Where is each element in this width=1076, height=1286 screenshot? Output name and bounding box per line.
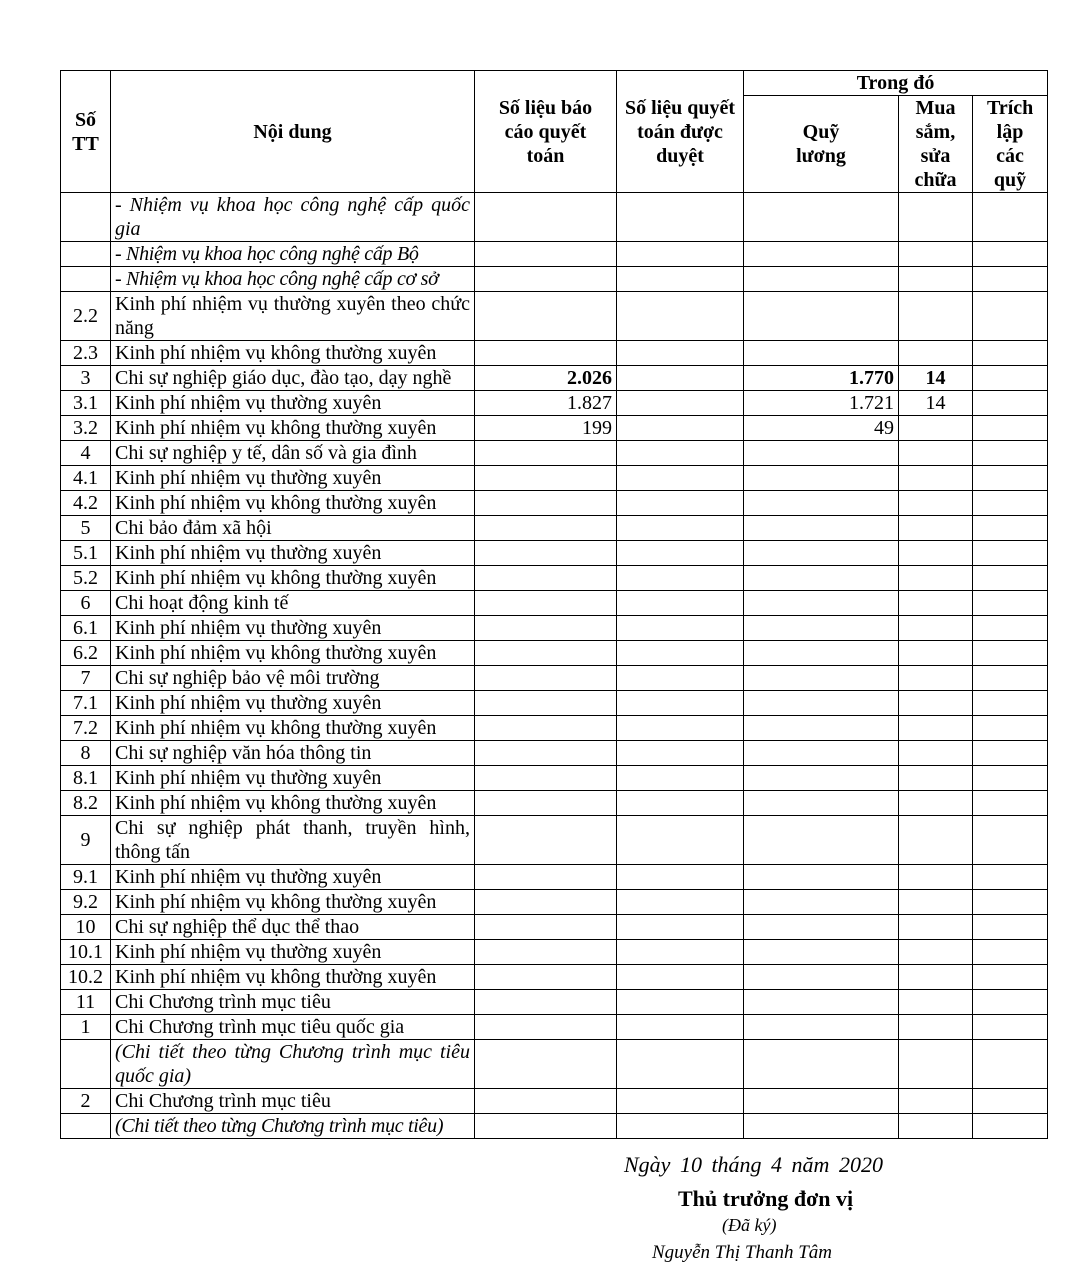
row-stt: 10.1	[61, 940, 111, 965]
row-stt: 9	[61, 816, 111, 865]
row-purchase	[899, 267, 973, 292]
table-row	[61, 267, 1048, 292]
table-row	[61, 1089, 1048, 1114]
row-purchase	[899, 766, 973, 791]
row-stt	[61, 242, 111, 267]
row-approved	[617, 466, 744, 491]
row-purchase	[899, 491, 973, 516]
row-purchase	[899, 691, 973, 716]
row-purchase	[899, 1015, 973, 1040]
row-reported	[475, 1015, 617, 1040]
row-approved	[617, 193, 744, 242]
header-funds: Trích lập các quỹ	[973, 96, 1048, 193]
row-approved	[617, 366, 744, 391]
table-row	[61, 466, 1048, 491]
table-row	[61, 766, 1048, 791]
table-row	[61, 940, 1048, 965]
table-row	[61, 965, 1048, 990]
row-purchase	[899, 816, 973, 865]
row-content: Chi Chương trình mục tiêu	[111, 1089, 475, 1114]
row-reported	[475, 516, 617, 541]
row-approved	[617, 741, 744, 766]
row-purchase	[899, 791, 973, 816]
row-reported	[475, 341, 617, 366]
row-reported	[475, 566, 617, 591]
row-purchase	[899, 441, 973, 466]
row-stt: 5.2	[61, 566, 111, 591]
row-funds	[973, 641, 1048, 666]
table-body	[61, 193, 1048, 1139]
row-purchase	[899, 242, 973, 267]
row-funds	[973, 366, 1048, 391]
row-salary	[744, 441, 899, 466]
row-stt	[61, 1114, 111, 1139]
row-stt: 8	[61, 741, 111, 766]
row-funds	[973, 741, 1048, 766]
row-approved	[617, 1114, 744, 1139]
row-funds	[973, 940, 1048, 965]
report-table	[60, 70, 1048, 1139]
row-content: Kinh phí nhiệm vụ không thường xuyên	[111, 341, 475, 366]
row-stt: 6	[61, 591, 111, 616]
table-row	[61, 292, 1048, 341]
row-funds	[973, 990, 1048, 1015]
row-stt: 10.2	[61, 965, 111, 990]
row-stt: 3.1	[61, 391, 111, 416]
row-salary	[744, 1114, 899, 1139]
row-funds	[973, 666, 1048, 691]
row-salary	[744, 716, 899, 741]
row-funds	[973, 491, 1048, 516]
row-approved	[617, 716, 744, 741]
row-reported	[475, 741, 617, 766]
table-row	[61, 741, 1048, 766]
table-row	[61, 193, 1048, 242]
row-salary	[744, 541, 899, 566]
row-approved	[617, 915, 744, 940]
table-row	[61, 566, 1048, 591]
row-content: Kinh phí nhiệm vụ thường xuyên theo chức năng	[111, 292, 475, 341]
row-reported	[475, 641, 617, 666]
row-reported	[475, 1089, 617, 1114]
row-funds	[973, 1015, 1048, 1040]
row-purchase	[899, 591, 973, 616]
table-row	[61, 691, 1048, 716]
row-content: Kinh phí nhiệm vụ không thường xuyên	[111, 965, 475, 990]
row-funds	[973, 416, 1048, 441]
row-stt: 9.1	[61, 865, 111, 890]
row-reported	[475, 766, 617, 791]
table-row	[61, 516, 1048, 541]
header-purchase: Mua sắm, sửa chữa	[899, 96, 973, 193]
row-salary	[744, 641, 899, 666]
row-reported	[475, 965, 617, 990]
row-stt: 8.2	[61, 791, 111, 816]
row-content: Kinh phí nhiệm vụ thường xuyên	[111, 466, 475, 491]
row-content: - Nhiệm vụ khoa học công nghệ cấp Bộ	[111, 242, 475, 267]
row-content: Chi Chương trình mục tiêu quốc gia	[111, 1015, 475, 1040]
row-reported	[475, 716, 617, 741]
row-approved	[617, 491, 744, 516]
row-approved	[617, 292, 744, 341]
row-purchase	[899, 716, 973, 741]
row-approved	[617, 541, 744, 566]
row-stt: 4.2	[61, 491, 111, 516]
row-salary	[744, 990, 899, 1015]
row-stt: 5.1	[61, 541, 111, 566]
row-salary	[744, 341, 899, 366]
row-funds	[973, 791, 1048, 816]
row-content: - Nhiệm vụ khoa học công nghệ cấp cơ sở	[111, 267, 475, 292]
row-stt: 2.2	[61, 292, 111, 341]
row-stt	[61, 193, 111, 242]
row-content: Chi sự nghiệp phát thanh, truyền hình, thông tấn	[111, 816, 475, 865]
row-funds	[973, 242, 1048, 267]
row-stt: 2	[61, 1089, 111, 1114]
row-content: Chi sự nghiệp giáo dục, đào tạo, dạy nghề	[111, 366, 475, 391]
row-purchase	[899, 666, 973, 691]
row-salary	[744, 741, 899, 766]
table-row	[61, 391, 1048, 416]
row-approved	[617, 566, 744, 591]
table-row	[61, 541, 1048, 566]
table-row	[61, 491, 1048, 516]
row-approved	[617, 242, 744, 267]
row-reported	[475, 1114, 617, 1139]
row-reported	[475, 242, 617, 267]
row-salary: 1.770	[744, 366, 899, 391]
header-content: Nội dung	[111, 71, 475, 193]
row-content: Chi bảo đảm xã hội	[111, 516, 475, 541]
table-row	[61, 716, 1048, 741]
row-stt	[61, 267, 111, 292]
row-salary	[744, 965, 899, 990]
row-funds	[973, 1040, 1048, 1089]
table-row	[61, 441, 1048, 466]
row-content: Kinh phí nhiệm vụ thường xuyên	[111, 391, 475, 416]
row-content: Chi sự nghiệp bảo vệ môi trường	[111, 666, 475, 691]
row-salary	[744, 691, 899, 716]
row-reported	[475, 441, 617, 466]
row-salary	[744, 915, 899, 940]
row-stt: 3	[61, 366, 111, 391]
row-purchase: 14	[899, 366, 973, 391]
row-purchase	[899, 416, 973, 441]
table-row	[61, 1114, 1048, 1139]
row-purchase	[899, 541, 973, 566]
row-funds	[973, 915, 1048, 940]
row-purchase	[899, 1114, 973, 1139]
row-stt: 7	[61, 666, 111, 691]
row-stt: 4.1	[61, 466, 111, 491]
row-purchase	[899, 516, 973, 541]
row-funds	[973, 716, 1048, 741]
row-content: Kinh phí nhiệm vụ thường xuyên	[111, 541, 475, 566]
row-funds	[973, 616, 1048, 641]
row-salary	[744, 1040, 899, 1089]
row-approved	[617, 791, 744, 816]
row-reported	[475, 940, 617, 965]
row-reported	[475, 193, 617, 242]
row-salary	[744, 791, 899, 816]
row-funds	[973, 466, 1048, 491]
header-group: Trong đó	[744, 71, 1048, 96]
header-salary: Quỹ lương	[744, 96, 899, 193]
row-reported	[475, 791, 617, 816]
row-content: Kinh phí nhiệm vụ thường xuyên	[111, 766, 475, 791]
row-funds	[973, 193, 1048, 242]
row-stt: 11	[61, 990, 111, 1015]
row-funds	[973, 541, 1048, 566]
row-content: (Chi tiết theo từng Chương trình mục tiêu)	[111, 1114, 475, 1139]
table-row	[61, 416, 1048, 441]
row-approved	[617, 965, 744, 990]
row-purchase	[899, 1089, 973, 1114]
row-funds	[973, 865, 1048, 890]
row-funds	[973, 292, 1048, 341]
row-content: (Chi tiết theo từng Chương trình mục tiêu quốc gia)	[111, 1040, 475, 1089]
row-stt: 7.1	[61, 691, 111, 716]
row-salary: 1.721	[744, 391, 899, 416]
row-content: Kinh phí nhiệm vụ thường xuyên	[111, 940, 475, 965]
row-stt: 6.2	[61, 641, 111, 666]
row-salary	[744, 466, 899, 491]
row-reported	[475, 292, 617, 341]
row-salary	[744, 516, 899, 541]
row-reported	[475, 915, 617, 940]
table-row	[61, 616, 1048, 641]
row-content: Kinh phí nhiệm vụ thường xuyên	[111, 691, 475, 716]
row-salary	[744, 666, 899, 691]
row-stt: 9.2	[61, 890, 111, 915]
row-reported	[475, 466, 617, 491]
row-content: Chi sự nghiệp thể dục thể thao	[111, 915, 475, 940]
row-approved	[617, 267, 744, 292]
row-approved	[617, 341, 744, 366]
row-salary	[744, 591, 899, 616]
row-stt	[61, 1040, 111, 1089]
signature-signed-note: (Đã ký)	[722, 1215, 777, 1235]
table-row	[61, 990, 1048, 1015]
row-funds	[973, 965, 1048, 990]
row-approved	[617, 666, 744, 691]
row-purchase	[899, 940, 973, 965]
row-reported: 1.827	[475, 391, 617, 416]
row-purchase	[899, 990, 973, 1015]
row-approved	[617, 816, 744, 865]
row-reported: 2.026	[475, 366, 617, 391]
signature-date: Ngày 10 tháng 4 năm 2020	[624, 1152, 883, 1177]
row-approved	[617, 1015, 744, 1040]
row-funds	[973, 441, 1048, 466]
row-stt: 6.1	[61, 616, 111, 641]
row-salary	[744, 766, 899, 791]
row-purchase	[899, 466, 973, 491]
row-reported	[475, 267, 617, 292]
row-stt: 4	[61, 441, 111, 466]
row-purchase	[899, 1040, 973, 1089]
table-header	[61, 71, 1048, 193]
row-salary	[744, 890, 899, 915]
row-salary	[744, 491, 899, 516]
row-purchase	[899, 341, 973, 366]
row-purchase	[899, 292, 973, 341]
row-approved	[617, 865, 744, 890]
table-row	[61, 890, 1048, 915]
table-row	[61, 865, 1048, 890]
row-purchase	[899, 566, 973, 591]
row-content: Kinh phí nhiệm vụ không thường xuyên	[111, 890, 475, 915]
row-content: Kinh phí nhiệm vụ thường xuyên	[111, 865, 475, 890]
table-row	[61, 791, 1048, 816]
row-approved	[617, 940, 744, 965]
row-approved	[617, 441, 744, 466]
row-funds	[973, 1114, 1048, 1139]
row-funds	[973, 391, 1048, 416]
row-reported	[475, 691, 617, 716]
row-salary	[744, 940, 899, 965]
row-salary	[744, 816, 899, 865]
row-funds	[973, 516, 1048, 541]
row-salary	[744, 242, 899, 267]
table-row	[61, 666, 1048, 691]
table-row	[61, 366, 1048, 391]
row-content: Kinh phí nhiệm vụ không thường xuyên	[111, 566, 475, 591]
table-row	[61, 816, 1048, 865]
table-row	[61, 1015, 1048, 1040]
row-salary	[744, 1015, 899, 1040]
row-funds	[973, 341, 1048, 366]
row-reported: 199	[475, 416, 617, 441]
row-content: Kinh phí nhiệm vụ không thường xuyên	[111, 791, 475, 816]
row-stt: 7.2	[61, 716, 111, 741]
row-content: Chi sự nghiệp văn hóa thông tin	[111, 741, 475, 766]
row-purchase: 14	[899, 391, 973, 416]
row-content: Kinh phí nhiệm vụ không thường xuyên	[111, 416, 475, 441]
row-approved	[617, 890, 744, 915]
row-salary	[744, 865, 899, 890]
signature-name: Nguyễn Thị Thanh Tâm	[652, 1242, 832, 1263]
row-stt: 1	[61, 1015, 111, 1040]
row-funds	[973, 691, 1048, 716]
row-reported	[475, 816, 617, 865]
row-content: Kinh phí nhiệm vụ không thường xuyên	[111, 491, 475, 516]
row-approved	[617, 391, 744, 416]
row-content: Kinh phí nhiệm vụ thường xuyên	[111, 616, 475, 641]
row-reported	[475, 1040, 617, 1089]
signature-title: Thủ trưởng đơn vị	[678, 1186, 854, 1211]
row-approved	[617, 766, 744, 791]
row-purchase	[899, 965, 973, 990]
row-purchase	[899, 865, 973, 890]
row-approved	[617, 641, 744, 666]
row-purchase	[899, 641, 973, 666]
row-funds	[973, 1089, 1048, 1114]
row-funds	[973, 766, 1048, 791]
row-content: Kinh phí nhiệm vụ không thường xuyên	[111, 716, 475, 741]
row-approved	[617, 591, 744, 616]
table-row	[61, 341, 1048, 366]
row-stt: 10	[61, 915, 111, 940]
row-salary: 49	[744, 416, 899, 441]
table-row	[61, 641, 1048, 666]
row-content: - Nhiệm vụ khoa học công nghệ cấp quốc gia	[111, 193, 475, 242]
row-reported	[475, 491, 617, 516]
row-purchase	[899, 741, 973, 766]
table-row	[61, 242, 1048, 267]
table-row	[61, 1040, 1048, 1089]
row-funds	[973, 816, 1048, 865]
row-funds	[973, 267, 1048, 292]
row-approved	[617, 1089, 744, 1114]
row-stt: 2.3	[61, 341, 111, 366]
row-reported	[475, 990, 617, 1015]
row-salary	[744, 193, 899, 242]
row-approved	[617, 616, 744, 641]
row-reported	[475, 541, 617, 566]
row-content: Chi Chương trình mục tiêu	[111, 990, 475, 1015]
table-row	[61, 915, 1048, 940]
row-reported	[475, 865, 617, 890]
row-purchase	[899, 890, 973, 915]
row-stt: 3.2	[61, 416, 111, 441]
row-salary	[744, 616, 899, 641]
header-stt: Số TT	[61, 71, 111, 193]
header-reported: Số liệu báo cáo quyết toán	[475, 71, 617, 193]
row-reported	[475, 890, 617, 915]
row-reported	[475, 591, 617, 616]
row-approved	[617, 691, 744, 716]
row-funds	[973, 890, 1048, 915]
row-reported	[475, 616, 617, 641]
row-content: Chi sự nghiệp y tế, dân số và gia đình	[111, 441, 475, 466]
row-purchase	[899, 616, 973, 641]
row-salary	[744, 566, 899, 591]
row-funds	[973, 566, 1048, 591]
row-funds	[973, 591, 1048, 616]
row-stt: 8.1	[61, 766, 111, 791]
row-stt: 5	[61, 516, 111, 541]
row-approved	[617, 416, 744, 441]
row-approved	[617, 1040, 744, 1089]
row-reported	[475, 666, 617, 691]
row-purchase	[899, 915, 973, 940]
header-approved: Số liệu quyết toán được duyệt	[617, 71, 744, 193]
table-row	[61, 591, 1048, 616]
row-salary	[744, 267, 899, 292]
row-content: Kinh phí nhiệm vụ không thường xuyên	[111, 641, 475, 666]
row-approved	[617, 990, 744, 1015]
row-salary	[744, 292, 899, 341]
row-content: Chi hoạt động kinh tế	[111, 591, 475, 616]
row-salary	[744, 1089, 899, 1114]
row-approved	[617, 516, 744, 541]
row-purchase	[899, 193, 973, 242]
